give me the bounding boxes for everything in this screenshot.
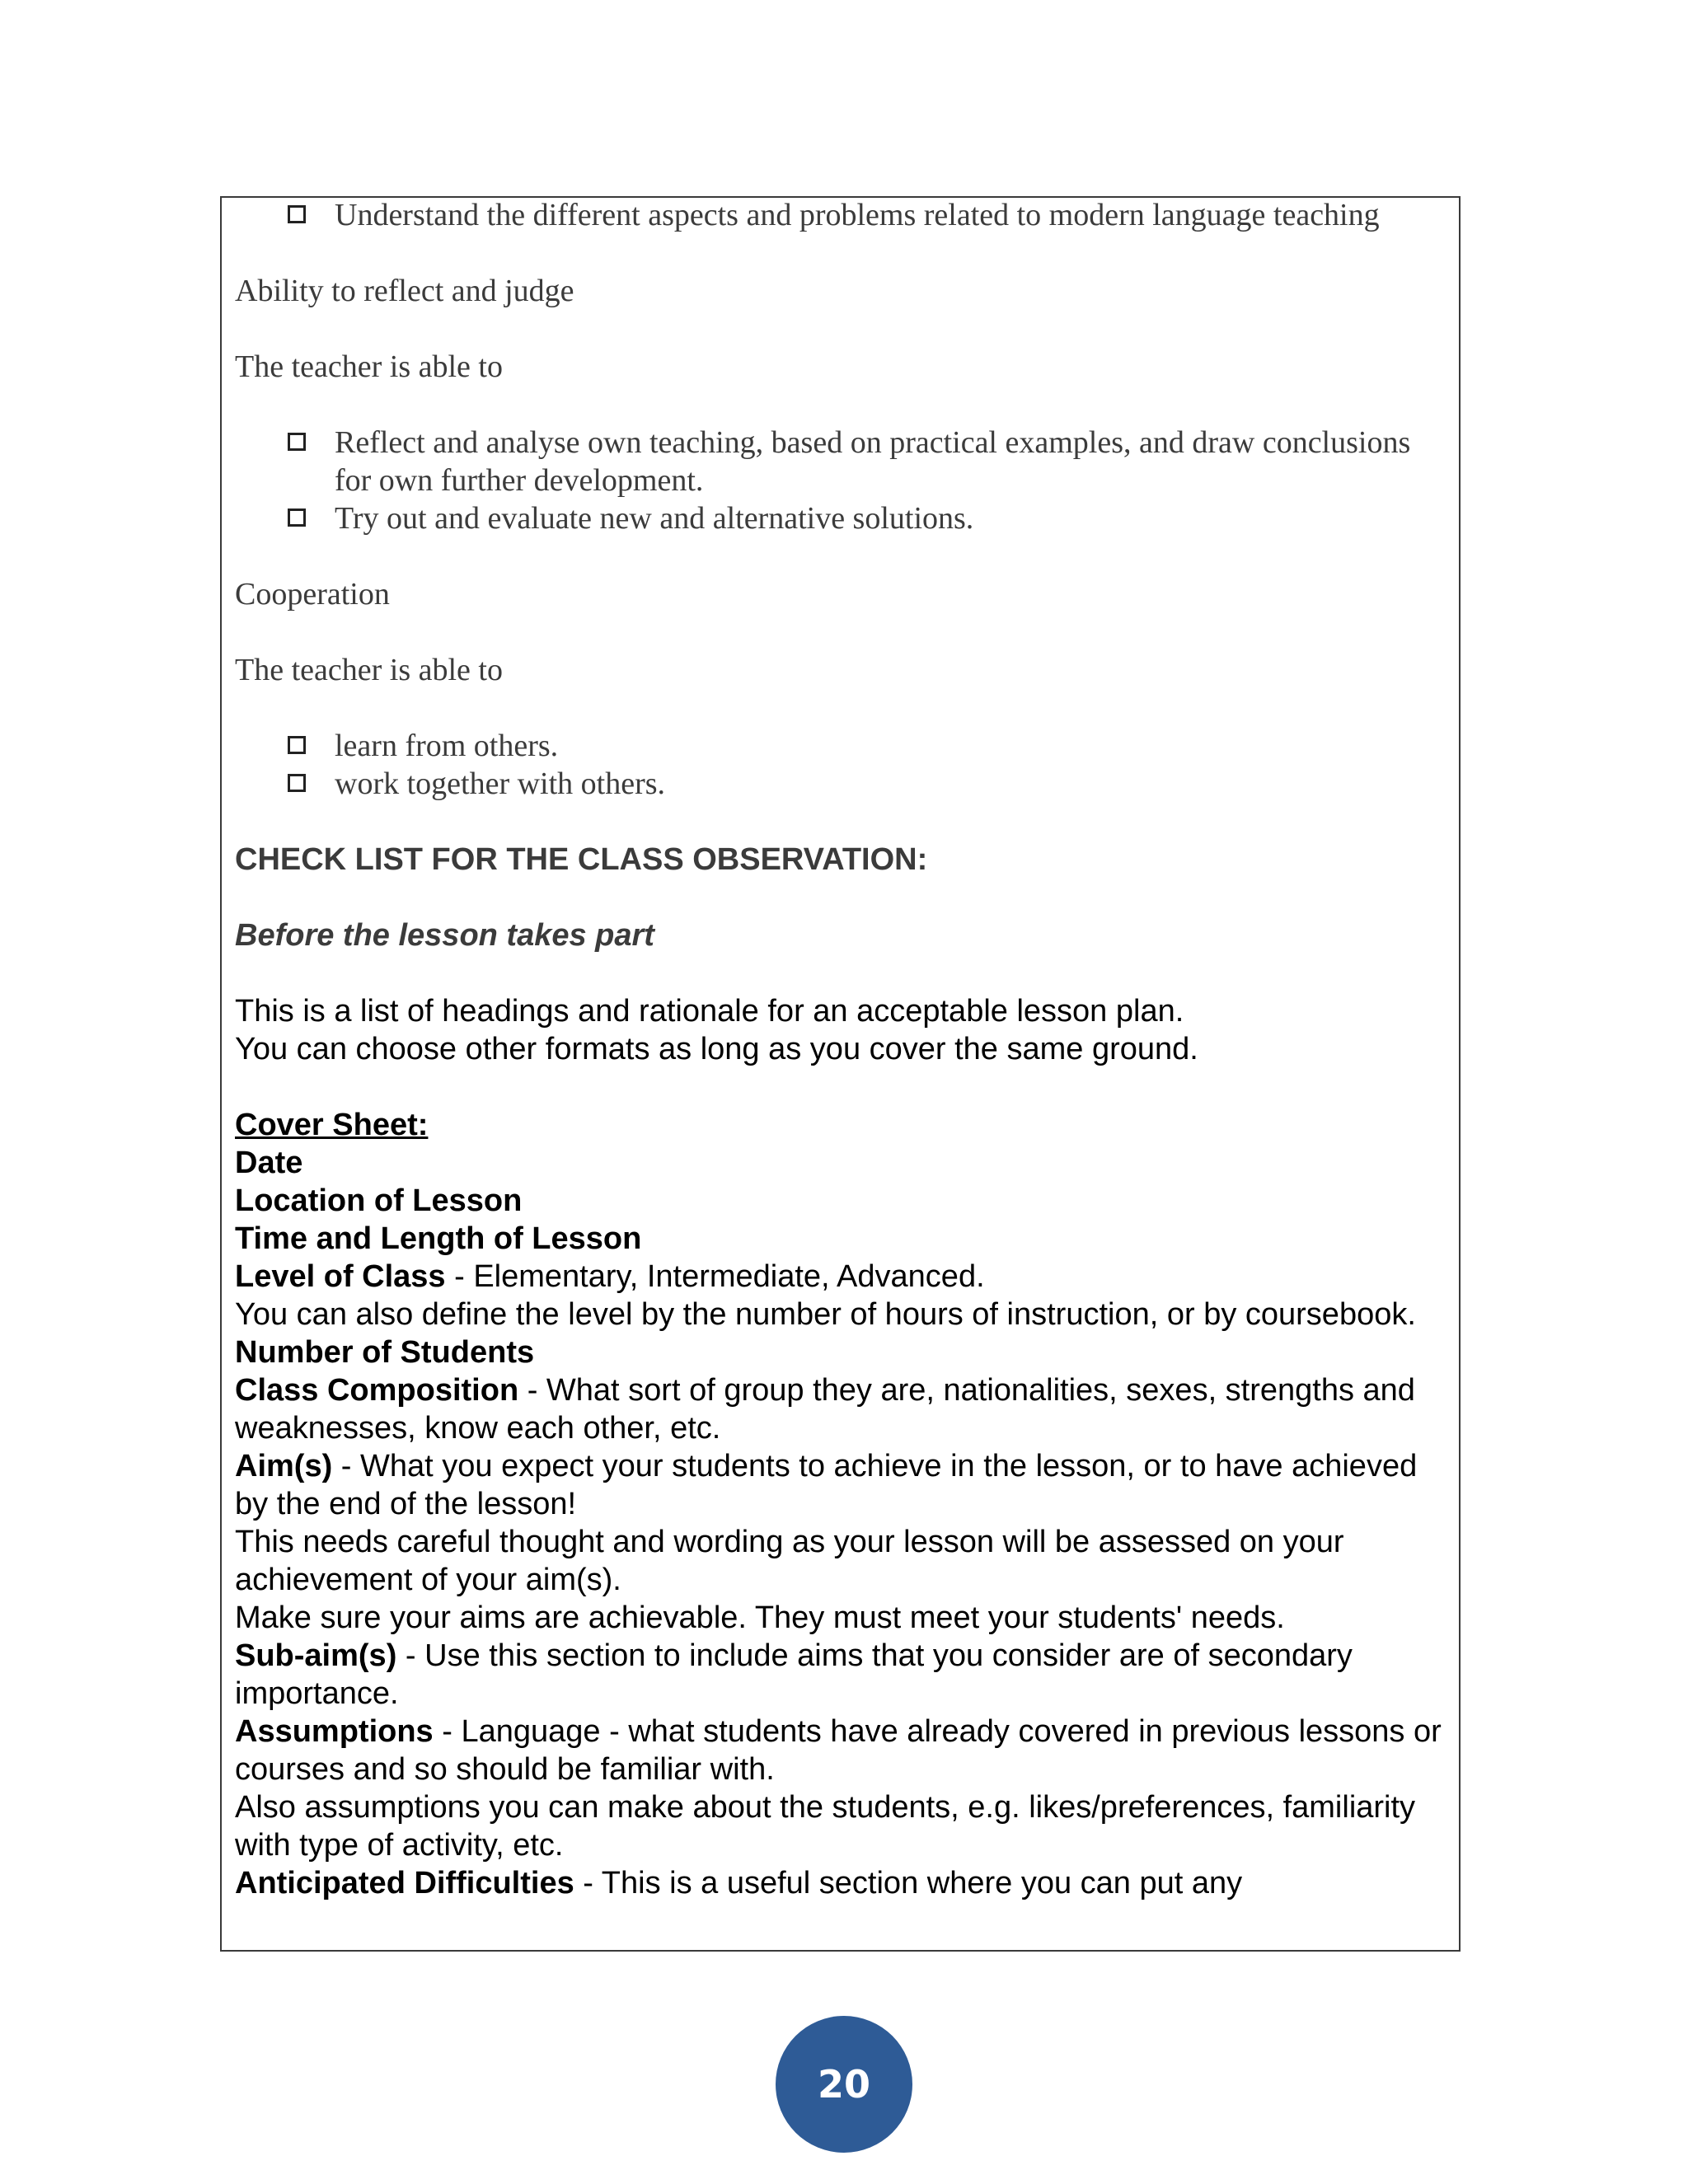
checkbox-icon [288, 774, 306, 792]
cover-assumptions-text: - Language - what students have already covered in previous lessons or courses and so should be familiar with. [235, 1714, 1442, 1787]
cover-time: Time and Length of Lesson [235, 1221, 642, 1256]
cover-composition-text: - What sort of group they are, nationalities, sexes, strengths and weaknesses, know each other, etc. [235, 1373, 1415, 1446]
page-number: 20 [817, 2062, 870, 2107]
list-item-text: Understand the different aspects and problems related to modern language teaching [335, 198, 1380, 232]
cover-aims-label: Aim(s) [235, 1449, 333, 1483]
list-item-text: Try out and evaluate new and alternative solutions. [335, 501, 974, 536]
cover-location: Location of Lesson [235, 1183, 523, 1218]
checklist-heading: CHECK LIST FOR THE CLASS OBSERVATION: [235, 842, 928, 877]
cover-subaims-text: - Use this section to include aims that you consider are of secondary importance. [235, 1638, 1353, 1711]
cover-difficulties-label: Anticipated Difficulties [235, 1866, 574, 1900]
list-item [235, 765, 1447, 803]
cover-assumptions [235, 1713, 1447, 1788]
cover-level-label: Level of Class [235, 1259, 446, 1294]
list-item-text: learn from others. [335, 729, 559, 763]
cover-subaims-label: Sub-aim(s) [235, 1638, 397, 1673]
checkbox-icon [288, 509, 306, 527]
checklist-subheading: Before the lesson takes part [235, 918, 654, 953]
checkbox-icon [288, 205, 306, 223]
list-item-text: Reflect and analyse own teaching, based on practical examples, and draw conclusions for own further development. [335, 425, 1411, 498]
cover-subaims [235, 1637, 1447, 1713]
cover-difficulties-text: - This is a useful section where you can put any [574, 1866, 1243, 1900]
cover-date: Date [235, 1146, 303, 1180]
cover-composition [235, 1371, 1447, 1447]
cover-sheet-title: Cover Sheet: [235, 1108, 429, 1142]
checkbox-icon [288, 736, 306, 754]
page-content [235, 196, 1447, 1902]
cover-aims [235, 1447, 1447, 1523]
cover-composition-label: Class Composition [235, 1373, 519, 1408]
checkbox-icon [288, 433, 306, 451]
cover-level-text: - Elementary, Intermediate, Advanced. [445, 1259, 985, 1294]
cover-difficulties [235, 1864, 1447, 1902]
cover-aims-text: - What you expect your students to achieve in the lesson, or to have achieved by the end of the lesson! [235, 1449, 1418, 1521]
section-intro-reflect: The teacher is able to [235, 349, 503, 384]
cover-level [235, 1258, 1447, 1296]
cover-assumptions-label: Assumptions [235, 1714, 434, 1749]
cover-aims-note-1: This needs careful thought and wording as your lesson will be assessed on your achievement of your aim(s). [235, 1525, 1344, 1597]
cover-aims-note-2: Make sure your aims are achievable. They must meet your students' needs. [235, 1601, 1285, 1635]
list-item-text: work together with others. [335, 766, 666, 801]
list-item [235, 499, 1447, 537]
section-title-cooperation: Cooperation [235, 577, 390, 612]
checklist-intro-line-1: This is a list of headings and rationale for an acceptable lesson plan. [235, 994, 1184, 1029]
cover-level-note: You can also define the level by the number of hours of instruction, or by coursebook. [235, 1297, 1416, 1332]
checklist-intro-line-2: You can choose other formats as long as you cover the same ground. [235, 1032, 1198, 1066]
cover-students: Number of Students [235, 1335, 535, 1370]
list-item [235, 196, 1447, 234]
cover-assumptions-note: Also assumptions you can make about the students, e.g. likes/preferences, familiarity with type of activity, etc. [235, 1790, 1416, 1863]
section-intro-cooperation: The teacher is able to [235, 653, 503, 687]
section-title-reflect: Ability to reflect and judge [235, 274, 574, 308]
list-item [235, 424, 1447, 499]
list-item [235, 727, 1447, 765]
page-number-badge [776, 2016, 912, 2153]
